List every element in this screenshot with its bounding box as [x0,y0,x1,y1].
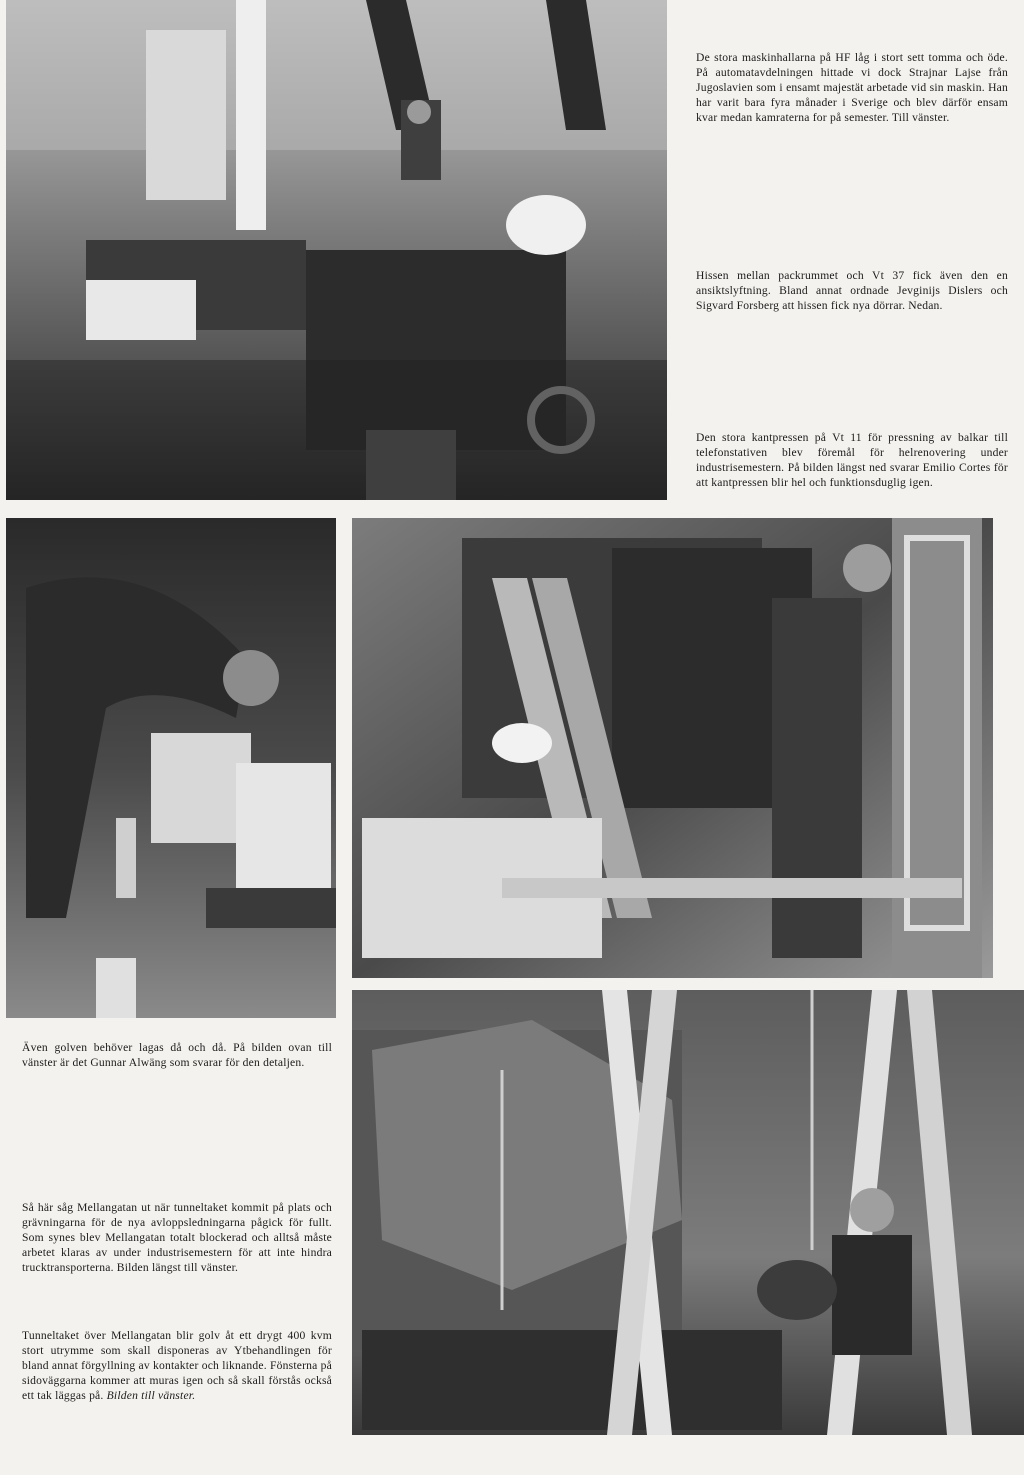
caption-machine-hall: De stora maskinhallarna på HF låg i stort sett tomma och öde. På automatavdelningen hittade vi dock Strajnar Lajse från Jugoslavien som i ensamt majestät arbetade vid sin maskin. Han har varit bara fyra månader i Sverige och blev därför ensam kvar medan kamraterna for på semester. Till vänster. [696,51,1008,124]
elevator-doors-image [352,518,993,978]
photo-elevator-doors [352,518,993,978]
photo-machine-hall [6,0,667,500]
floor-repair-image [6,518,336,1018]
photo-edge-press [352,990,1024,1435]
caption-floor: Även golven behöver lagas då och då. På bilden ovan till vänster är det Gunnar Alwäng som svarar för den detaljen. [22,1041,332,1069]
caption-elevator: Hissen mellan packrummet och Vt 37 fick även den en ansiktslyftning. Bland annat ordnade Jevginijs Dislers och Sigvard Forsberg att hissen fick nya dörrar. Nedan. [696,269,1008,312]
caption-mellangatan: Så här såg Mellangatan ut när tunneltaket kommit på plats och grävningarna för de nya avloppsledningarna pågick för fullt. Som synes blev Mellangatan totalt blockerad och alltså måste arbetet klaras av under industrisemestern för att inte hindra trucktransporterna. Bilden längst till vänster. [22,1201,332,1274]
caption-tunnel-tail: Bilden till vänster. [106,1389,196,1402]
machine-hall-image [6,0,667,500]
edge-press-image [352,990,1024,1435]
caption-tunnel-main: Tunneltaket över Mellangatan blir golv åt ett drygt 400 kvm stort utrymme som skall disponeras av Ytbehandlingen för bland annat förgyllning av kontakter och liknande. Fönsterna på sidoväggarna kommer att muras igen och så skall förstås också ett tak läggas på. [22,1329,332,1402]
caption-edge-press: Den stora kantpressen på Vt 11 för pressning av balkar till telefonstativen blev föremål för helrenovering under industrisemestern. På bilden längst ned svarar Emilio Cortes för att kantpressen blir hel och funktionsduglig igen. [696,431,1008,489]
photo-floor-repair [6,518,336,1018]
caption-tunnel [22,1328,332,1403]
